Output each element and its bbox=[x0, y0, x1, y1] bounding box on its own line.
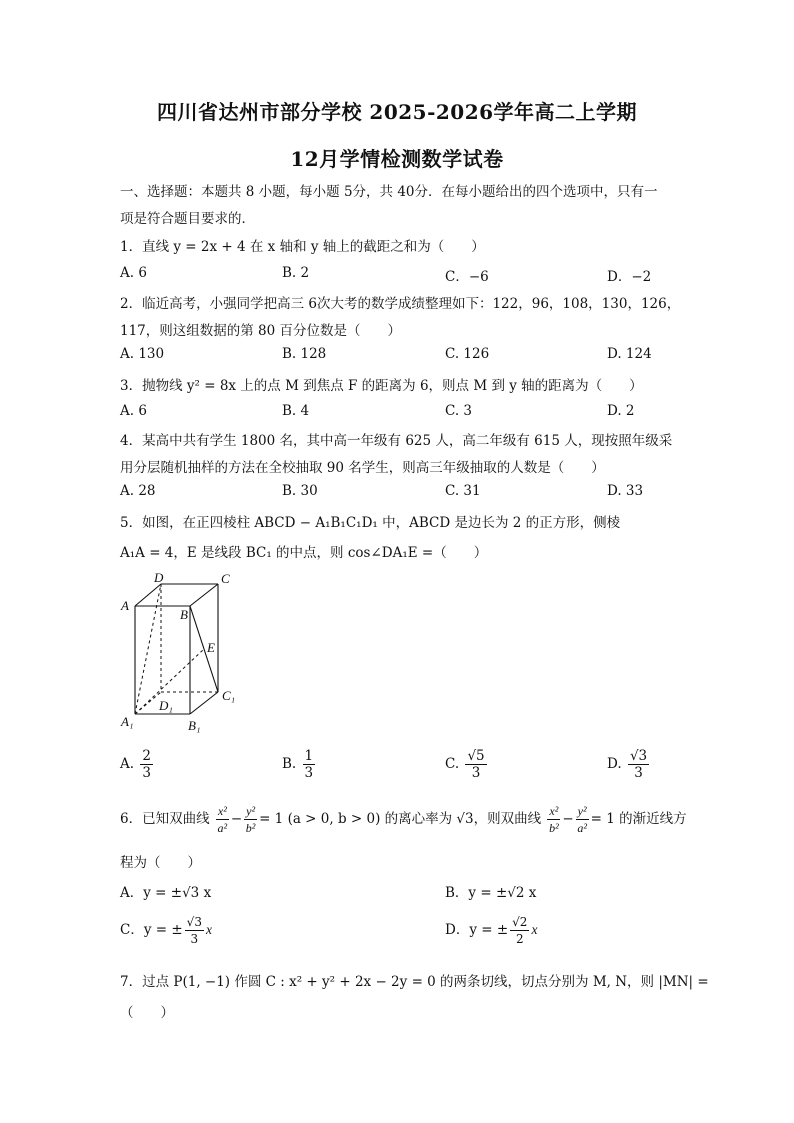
q2-option-a: A. 130 bbox=[120, 346, 165, 362]
q4-stem-line2: 用分层随机抽样的方法在全校抽取 90 名学生，则高三年级抽取的人数是（ ） bbox=[120, 460, 605, 476]
q5-stem-line1: 5．如图，在正四棱柱 ABCD − A₁B₁C₁D₁ 中，ABCD 是边长为 2 的正方形，侧棱 bbox=[120, 515, 621, 531]
q4-option-d: D. 33 bbox=[607, 483, 644, 499]
section-heading-cont: 项是符合题目要求的． bbox=[120, 211, 255, 227]
q4-option-a: A. 28 bbox=[120, 483, 156, 499]
q5-option-d: D. $\frac{√3}{3}$ bbox=[607, 748, 648, 781]
q7-stem-line2: （ ） bbox=[120, 1005, 174, 1021]
q5-stem-line2: A₁A = 4，E 是线段 BC₁ 的中点，则 cos∠DA₁E =（ ） bbox=[120, 545, 488, 561]
q6-frac-x2-b2: $\frac{\text{x²}}{\text{b²}}$ bbox=[549, 804, 559, 835]
label-b: B bbox=[180, 607, 188, 622]
q2-stem-line1: 2．临近高考，小强同学把高三 6次大考的数学成绩整理如下：122，96，108，130，126， bbox=[120, 296, 681, 312]
prism-figure bbox=[118, 570, 248, 735]
label-b1: B₁ bbox=[188, 718, 201, 733]
q6-option-d: D．y = ± $\frac{√2}{2}$ x bbox=[445, 915, 538, 946]
label-d: D bbox=[154, 570, 164, 585]
q4-option-c: C. 31 bbox=[445, 483, 481, 499]
label-c: C bbox=[221, 571, 230, 586]
edge-bc bbox=[190, 584, 218, 606]
q6-stem-line2: 程为（ ） bbox=[120, 855, 201, 871]
segment-a1d bbox=[135, 584, 161, 714]
q2-option-d: D. 124 bbox=[607, 346, 652, 362]
q6-option-b: B．y = ±√2 x bbox=[445, 885, 537, 901]
q6-frac-y2-a2: $\frac{\text{y²}}{\text{a²}}$ bbox=[577, 804, 587, 835]
q5-option-b-fraction: $\frac{1}{3}$ bbox=[304, 748, 314, 781]
label-d1: D₁ bbox=[159, 698, 173, 713]
q3-option-c: C. 3 bbox=[445, 403, 473, 419]
q3-option-b: B. 4 bbox=[282, 403, 310, 419]
q6-option-d-fraction: $\frac{√2}{2}$ bbox=[512, 915, 528, 946]
q3-option-a: A. 6 bbox=[120, 403, 147, 419]
q2-option-c: C. 126 bbox=[445, 346, 490, 362]
q1-option-a: A. 6 bbox=[120, 265, 147, 281]
q3-stem: 3．抛物线 y² = 8x 上的点 M 到焦点 F 的距离为 6，则点 M 到 y 轴的距离为（ ） bbox=[120, 378, 643, 394]
q5-option-b: B. $\frac{1}{3}$ bbox=[282, 748, 314, 781]
q3-option-d: D. 2 bbox=[607, 403, 635, 419]
q1-option-b: B. 2 bbox=[282, 265, 310, 281]
q2-stem-line2: 117，则这组数据的第 80 百分位数是（ ） bbox=[120, 323, 402, 339]
exam-title-line2: 12月学情检测数学试卷 bbox=[290, 147, 504, 171]
q7-stem-line1: 7．过点 P(1, −1) 作圆 C : x² + y² + 2x − 2y = 0 的两条切线，切点分别为 M, N，则 |MN| = bbox=[120, 974, 709, 990]
q6-frac-x2-a2: $\frac{\text{x²}}{\text{a²}}$ bbox=[217, 804, 228, 835]
q6-option-a: A．y = ±√3 x bbox=[120, 885, 212, 901]
q1-option-d: D．−2 bbox=[607, 269, 652, 285]
q5-option-c-fraction: $\frac{√5}{3}$ bbox=[467, 748, 485, 781]
q6-stem-line1: 6．已知双曲线 $\frac{\text{x²}}{\text{a²}}$ − $\frac{\text{y²}}{\text{b²}}$ = 1 (a > 0, b > 0) 的离心率为 √3，则双曲线 $\frac{\text{x²}}{\text{b²}}$ − $\frac{\text{y²}}{\text{a²}}$ = 1 的渐近线方 bbox=[120, 804, 687, 835]
q5-option-c: C. $\frac{√5}{3}$ bbox=[445, 748, 485, 781]
label-a: A bbox=[121, 598, 129, 613]
q1-option-c: C．−6 bbox=[445, 269, 489, 285]
label-c1: C₁ bbox=[222, 688, 236, 703]
q5-option-d-fraction: $\frac{√3}{3}$ bbox=[629, 748, 648, 781]
edge-ad bbox=[135, 584, 161, 606]
q4-option-b: B. 30 bbox=[282, 483, 318, 499]
label-e: E bbox=[207, 640, 215, 655]
q5-option-a-fraction: $\frac{2}{3}$ bbox=[142, 748, 151, 781]
q6-frac-y2-b2: $\frac{\text{y²}}{\text{b²}}$ bbox=[245, 804, 256, 835]
label-a1: A₁ bbox=[121, 714, 134, 729]
q1-stem: 1．直线 y = 2x + 4 在 x 轴和 y 轴上的截距之和为（ ） bbox=[120, 239, 485, 255]
q2-option-b: B. 128 bbox=[282, 346, 327, 362]
q5-option-a: A. $\frac{2}{3}$ bbox=[120, 748, 151, 781]
q6-option-c-fraction: $\frac{√3}{3}$ bbox=[186, 915, 202, 946]
q4-stem-line1: 4．某高中共有学生 1800 名，其中高一年级有 625 人，高二年级有 615 人，现按照年级采 bbox=[120, 433, 673, 449]
section-heading: 一、选择题：本题共 8 小题，每小题 5分，共 40分．在每小题给出的四个选项中，只有一 bbox=[120, 184, 658, 200]
exam-title-line1: 四川省达州市部分学校 2025-2026学年高二上学期 bbox=[156, 100, 638, 124]
q6-option-c: C．y = ± $\frac{√3}{3}$ x bbox=[120, 915, 212, 946]
edge-b1c1 bbox=[190, 692, 218, 714]
